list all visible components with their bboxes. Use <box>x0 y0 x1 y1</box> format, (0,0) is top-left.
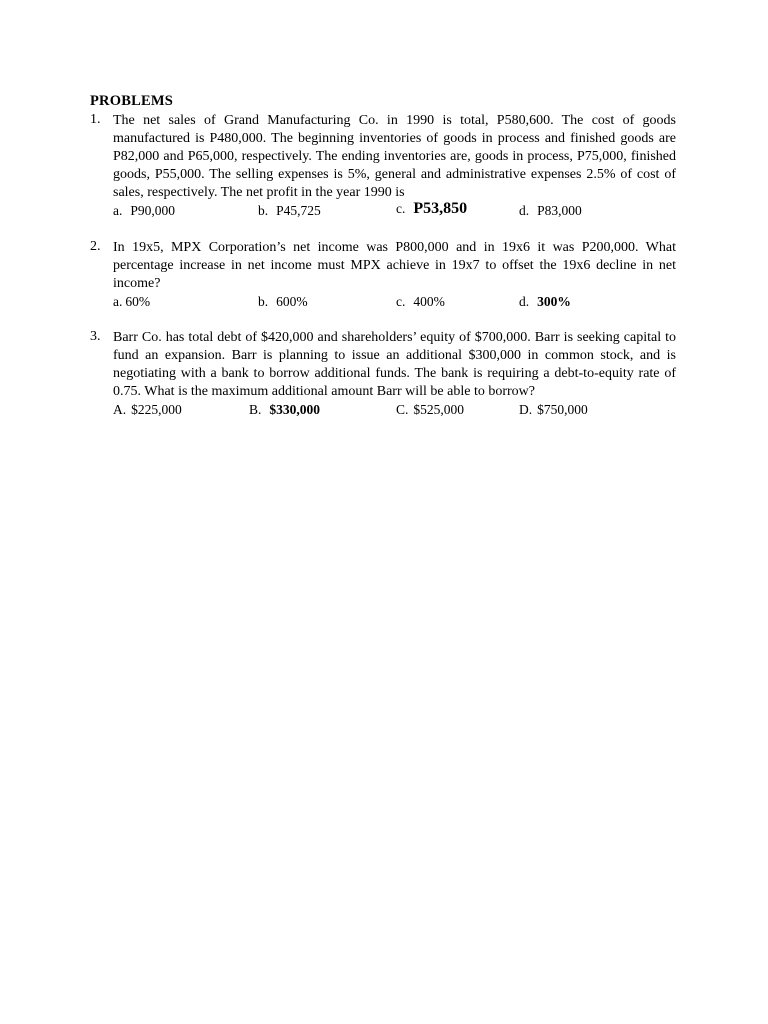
choice-letter: d. <box>519 203 530 218</box>
choice-d <box>519 203 582 219</box>
choice-value: 300% <box>537 294 571 309</box>
choice-letter: a. <box>113 203 123 218</box>
problem-number: 1. <box>90 112 101 127</box>
choice-letter: C. <box>396 402 409 417</box>
choice-b <box>258 294 308 310</box>
choice-value: $750,000 <box>537 402 588 417</box>
choice-value: 600% <box>276 294 308 309</box>
choice-c <box>396 200 467 218</box>
choice-d <box>519 294 571 310</box>
choice-c <box>396 294 445 310</box>
choice-letter: c. <box>396 294 406 309</box>
problem-number: 3. <box>90 329 101 344</box>
choice-letter: a. <box>113 294 123 309</box>
choice-letter: A. <box>113 402 127 417</box>
choice-value: $330,000 <box>269 402 321 417</box>
choice-letter: b. <box>258 294 269 309</box>
problem-stem: Barr Co. has total debt of $420,000 and shareholders’ equity of $700,000. Barr is seeking capital to fund an expansion. Barr is planning to issue an additional $300,000 in common stock, and is negotiating with a bank to borrow additional funds. The bank is requiring a debt-to-equity rate of 0.75. What is the maximum additional amount Barr will be able to borrow? <box>113 330 676 399</box>
choice-letter: d. <box>519 294 530 309</box>
choice-list <box>113 402 676 422</box>
choice-a <box>113 402 182 418</box>
choice-c <box>396 402 464 418</box>
problem-stem: The net sales of Grand Manufacturing Co. in 1990 is total, P580,600. The cost of goods manufactured is P480,000. The beginning inventories of goods in process and finished goods are P82,000 and P65,000, respectively. The ending inventories are, goods in process, P75,000, finished goods, P55,000. The selling expenses is 5%, general and administrative expenses 2.5% of cost of sales, respectively. The net profit in the year 1990 is <box>113 113 676 200</box>
choice-value: $225,000 <box>131 402 182 417</box>
choice-letter: c. <box>396 201 406 216</box>
choice-list <box>113 200 676 223</box>
choice-value: $525,000 <box>413 402 465 417</box>
problem-number: 2. <box>90 239 101 254</box>
choice-letter: b. <box>258 203 269 218</box>
problem-3 <box>90 329 676 422</box>
choice-value: P90,000 <box>130 203 176 218</box>
problem-1 <box>90 112 676 223</box>
problem-2 <box>90 239 676 314</box>
choice-value: P83,000 <box>537 203 582 218</box>
choice-letter: D. <box>519 402 533 417</box>
choice-list <box>113 294 676 314</box>
problem-stem: In 19x5, MPX Corporation’s net income was P800,000 and in 19x6 it was P200,000. What percentage increase in net income must MPX achieve in 19x7 to offset the 19x6 decline in net income? <box>113 240 676 291</box>
choice-a <box>113 203 175 219</box>
choice-value: 400% <box>413 294 445 309</box>
choice-b <box>258 203 321 219</box>
choice-value: P53,850 <box>413 200 468 217</box>
choice-a <box>113 294 150 310</box>
choice-value: P45,725 <box>276 203 321 218</box>
choice-d <box>519 402 588 418</box>
page-heading: PROBLEMS <box>90 93 173 109</box>
choice-value: 60% <box>125 294 151 309</box>
choice-b <box>249 402 320 418</box>
choice-letter: B. <box>249 402 262 417</box>
